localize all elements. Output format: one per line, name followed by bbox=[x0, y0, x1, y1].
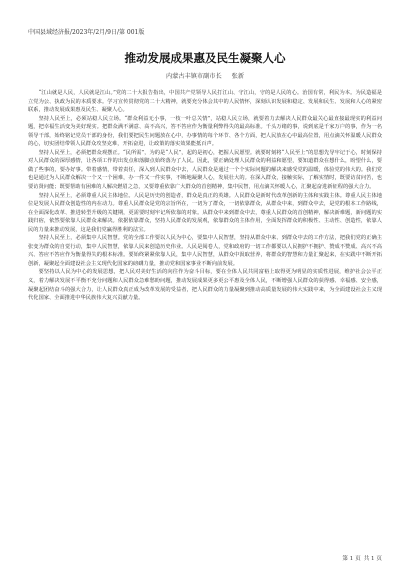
article-paragraph: 坚持人民至上，必须把群众观摆正。“民所需”，为的是“人民”，起的是初心，把握人民愿望。就要时刻将“人民至上”的思想先导牢记于心，时刻保持对人民群众的深厚感情，让各项工作的出发点和落脚点始终落为了人民。因此，要正确处理人民群众的利益和愿望，要知道群众在想什么，盼望什么，要做了些事的，要办好事。带着感情，带着责任，深入到人民群众中去，人民群众是通过一个个实际问题的解决来感受党的温暖，体验党的伟大的。我们党也是通过为人民群众解决一个又一个困难，办一件又一件实事，不断地凝聚人心，发展壮大的。在深入群众，接触实际，了解实情时，既要访贫问苦，也要访贤问能；既要帮助有困难的人解决燃眉之急，又要尊重依靠广大群众的首创精神，集中民智，用点滴关怀暖人心，汇聚起奋进新征程的强大合力。 bbox=[28, 149, 382, 191]
article-title: 推动发展成果惠及民生凝聚人心 bbox=[124, 51, 286, 65]
page-total: 共 1 页 bbox=[363, 556, 382, 562]
article-paragraph: 坚持人民至上，必须尊重人民主体地位。人民是历史的创造者，群众是真正的英雄。人民群众是新时代改革创新的主体和实践主体。尊重人民主体地位是发展人民群众创造性的内在动力。尊重人民群众是党的宗旨所在，一切为了群众，一切依靠群众，从群众中来，到群众中去，是党的根本工作路线，在全面深化改革、推进转型升级的关键期，更需要时刻牢记所依靠的对象。从群众中来到群众中去，尊重人民群众的首创精神，解决新难题，新问题的实践归宿，依然要依靠人民群众来解决。依据依靠群众，坚持人民群众的发展观，依靠群众的主体作用，全面发挥群众的积极性、主动性、创造性，依靠人民的力量来推动发展，这是我们党赢得胜利的法宝。 bbox=[28, 192, 382, 233]
newspaper-masthead: 中国县域经济报/2023年/2月/9日/第 001版 bbox=[28, 29, 145, 36]
article-paragraph: 坚持人民至上，必须站稳人民立场。“群众利益无小事，一枝一叶总关情”，站稳人民立场，就要着力去解决人民群众最关心最直接最现实的利益问题，把幸福生活变为美好现实。把群众满不满意、高不高兴，答不答应作为衡量利弊得失的最高标准。千头万绪的事，说到底是千家万户的事，作为一名领导干部，始终铭记党员干部的身份，我们要把民生问题放在心中，办事情的每个环节、各个方面，把人民放在心中最高位置，用点滴关怀温暖人民群众的心，切实团结带领人民群众攻坚克难，开拓奋进，让政策的落实效果能抵百声。 bbox=[28, 115, 382, 148]
article-byline bbox=[0, 71, 410, 80]
author-position: 内蒙古丰镇市副市长 bbox=[165, 73, 222, 80]
article-paragraph: “江山就是人民，人民就是江山。”党的二十大报告指出，中国共产党领导人民打江山、守江山，守的是人民的心。治国有常，利民为本。为民造福是立党为公、执政为民的本质要求。学习宣传贯彻党的二十大精神，就要充分体会其中的人民情怀，深刻认识发展和稳定、发展和民生、发展和人心的紧密联系，推动发展成果惠及民生、凝聚人心。 bbox=[28, 90, 382, 114]
author-name: 张新 bbox=[231, 73, 245, 80]
article-paragraph: 要坚持以人民为中心的发展思想，把人民对美好生活的向往作为奋斗目标，要在全体人民共同富裕上取得更为明显的实质性进展，维护社会公平正义，着力解决发展不平衡不充分问题和人民群众急难愁盼问题，推动发展成果更多更公平惠及全体人民，不断增强人民群众的获得感、幸福感、安全感，凝聚起团结奋斗的强大合力，让人民群众真正成为改革发展的受益者，把人民群众的力量凝聚到推动高质量发展的伟大实践中来，为全面建设社会主义现代化国家、全面推进中华民族伟大复兴贡献力量。 bbox=[28, 269, 382, 302]
page-footer bbox=[339, 554, 382, 562]
article-paragraph: 坚持人民至上，必须集中人民智慧。党的全部工作要以人民为中心，要集中人民智慧，坚持从群众中来、到群众中去的工作方法，把我们党的正确主张变为群众的自觉行动，集中人民智慧，依靠人民来创造历史伟业。人民是阅卷人，党和政府的一切工作都要以人民拥护不拥护、赞成不赞成、高兴不高兴、答应不答应作为衡量得失的根本标准。要始终紧紧依靠人民，集中人民智慧，从群众中汲取营养，将群众的智慧和力量汇聚起来，在实践中不断开拓创新，凝聚起全面建设社会主义现代化国家的磅礴力量，推动党和国家事业不断向前发展。 bbox=[28, 235, 382, 267]
page-number: 第 1 页 bbox=[342, 556, 361, 562]
article-body bbox=[28, 89, 382, 537]
